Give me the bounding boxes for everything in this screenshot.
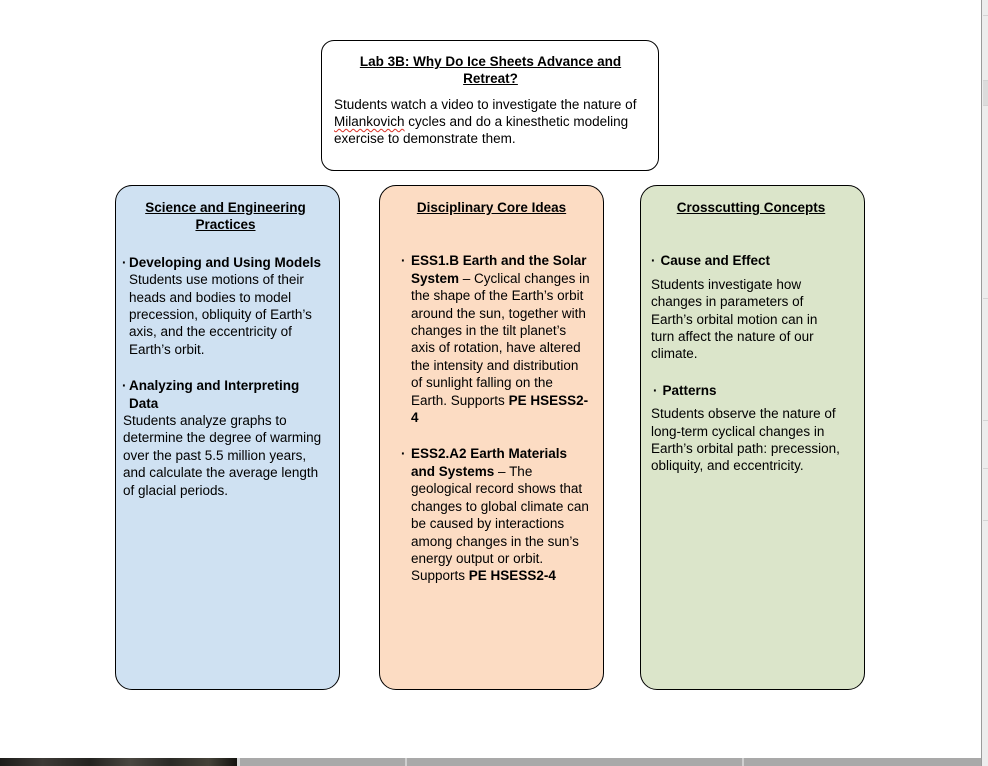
practices-heading: Science and Engineering Practices — [145, 200, 306, 233]
bullet-body: – Cyclical changes in the shape of the Earth’s orbit around the sun, together with changes in the tilt planet’s axis of rotation, have altered the intensity and distribution of sunlight falling on the Earth. Supports — [411, 270, 590, 408]
lab-description-text-2: cycles and do a kinesthetic modeling exercise to demonstrate them. — [334, 114, 629, 147]
pe-code: PE HSESS2-4 — [411, 392, 589, 426]
scrollbar-thumb[interactable] — [983, 80, 988, 105]
bullet-icon: · — [401, 253, 406, 269]
crosscutting-box — [640, 185, 865, 690]
core-ideas-bullet-ess1b — [402, 252, 591, 426]
bullet-title: Patterns — [662, 382, 717, 398]
bullet-title: Cause and Effect — [660, 253, 771, 269]
bullet-icon: · — [122, 378, 127, 394]
pe-code: PE HSESS2-4 — [468, 568, 556, 584]
track-mark — [983, 468, 988, 469]
bullet-body: Students use motions of their heads and bodies to model precession, obliquity of Earth’s axis, and the eccentricity of Earth’s orbit. — [129, 272, 312, 357]
track-mark — [983, 15, 988, 16]
strip-tick — [405, 758, 407, 766]
crosscutting-heading: Crosscutting Concepts — [676, 200, 826, 215]
lab-description — [334, 96, 647, 148]
bullet-title: Developing and Using Models — [129, 254, 322, 270]
spellcheck-word: Milankovich — [334, 114, 405, 130]
practices-bullet-data — [123, 377, 328, 499]
core-ideas-box — [379, 185, 604, 690]
track-mark — [983, 520, 988, 521]
next-page-photo-edge — [0, 758, 237, 766]
lab-description-text-1: Students watch a video to investigate the nature of — [334, 97, 637, 112]
track-mark — [983, 80, 988, 81]
bullet-icon: · — [653, 382, 658, 398]
next-page-strip — [0, 758, 981, 766]
track-mark — [983, 298, 988, 299]
bullet-body: Students analyze graphs to determine the degree of warming over the past 5.5 million years, and calculate the average length of glacial periods. — [123, 413, 322, 498]
track-mark — [983, 105, 988, 106]
practices-bullet-models — [123, 254, 328, 358]
bullet-body: – The geological record shows that changes to global climate can be caused by interactions among changes in the sun’s energy output or orbit. Supports — [411, 463, 589, 584]
title-card — [321, 40, 659, 171]
bullet-title: Analyzing and Interpreting Data — [129, 378, 300, 411]
next-page-gray-edge — [240, 758, 981, 766]
bullet-icon: · — [122, 254, 127, 270]
bullet-icon: · — [401, 446, 406, 462]
crosscutting-bullet-cause — [651, 252, 843, 269]
lab-title: Lab 3B: Why Do Ice Sheets Advance and Retreat? — [359, 54, 622, 86]
core-ideas-bullet-ess2a2 — [402, 445, 591, 584]
bullet-body: Students observe the nature of long-term cyclical changes in Earth’s orbital path: precession, obliquity, and eccentricity. — [651, 406, 840, 474]
bullet-body: Students investigate how changes in parameters of Earth’s orbital motion can in turn affect the nature of our climate. — [651, 276, 818, 362]
track-mark — [983, 420, 988, 421]
core-ideas-heading: Disciplinary Core Ideas — [416, 200, 567, 215]
strip-tick — [742, 758, 744, 766]
bullet-title: ESS2.A2 Earth Materials and Systems — [411, 446, 568, 479]
practices-box — [115, 185, 340, 690]
vertical-scrollbar[interactable] — [981, 0, 988, 766]
bullet-icon: · — [651, 253, 656, 269]
bullet-title: ESS1.B Earth and the Solar System — [411, 253, 587, 286]
crosscutting-bullet-patterns — [651, 382, 843, 399]
